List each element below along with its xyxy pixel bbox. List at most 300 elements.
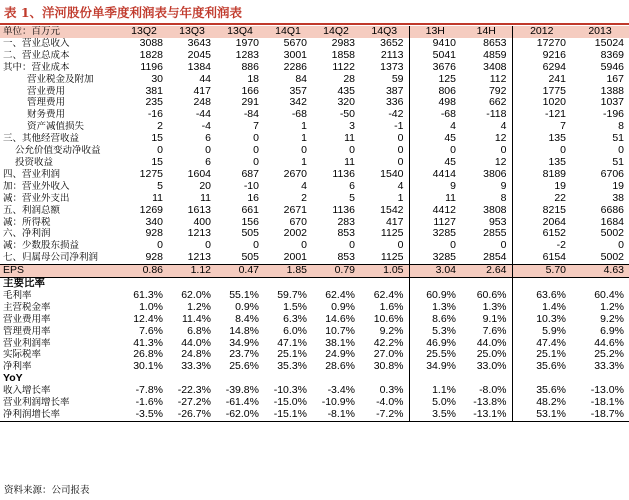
column-header: 14Q2 [312, 26, 360, 38]
table-row [0, 145, 629, 157]
value-cell: 2286 [283, 61, 307, 73]
value-cell: 0 [349, 240, 355, 252]
value-cell: -62.0% [216, 409, 264, 421]
value-cell: -50 [339, 109, 355, 121]
value-cell: -18.7% [571, 409, 629, 421]
value-cell: -4.0% [376, 397, 404, 409]
value-cell: 44.0% [476, 337, 507, 349]
row-label: 加：营业外收入 [3, 180, 70, 192]
value-cell: 24.8% [181, 349, 211, 361]
value-cell: 0.9% [235, 301, 259, 313]
value-cell: 291 [241, 97, 259, 109]
column-header: 13H [409, 26, 461, 38]
empty-cell [216, 373, 264, 385]
ratio-row [0, 314, 629, 326]
row-label: 减：营业外支出 [3, 192, 70, 204]
value-cell: 1.0% [139, 301, 163, 313]
value-cell: 45 [409, 133, 461, 145]
value-cell: 2670 [283, 168, 307, 180]
value-cell: 0 [397, 156, 404, 168]
value-cell: 10.3% [512, 314, 571, 326]
value-cell: 853 [337, 252, 355, 264]
column-header: 2013 [571, 26, 629, 38]
value-cell: 14.8% [229, 325, 259, 337]
value-cell: -39.8% [225, 385, 259, 397]
value-cell: 8653 [483, 37, 507, 49]
value-cell: 8.4% [235, 313, 259, 325]
value-cell: 9 [500, 180, 507, 192]
value-cell: -68 [291, 109, 307, 121]
value-cell: 26.8% [133, 349, 163, 361]
value-cell: -10.9% [321, 397, 355, 409]
value-cell: 0 [205, 240, 211, 252]
value-cell: 0.79 [312, 265, 360, 278]
empty-cell [312, 373, 360, 385]
value-cell: 1213 [187, 228, 211, 240]
row-label: 营业费用 [27, 85, 66, 97]
value-cell: 417 [193, 85, 211, 97]
value-cell: 42.2% [373, 337, 404, 349]
value-cell: 11 [344, 133, 355, 145]
yoy-row [0, 409, 629, 421]
value-cell: 0 [157, 145, 163, 157]
value-cell: 1 [301, 133, 307, 145]
value-cell: -2 [512, 240, 571, 252]
value-cell: 15 [151, 133, 163, 145]
value-cell: 1196 [140, 61, 163, 73]
value-cell: 0 [301, 145, 307, 157]
table-row [0, 240, 629, 252]
value-cell: 16 [247, 192, 259, 204]
value-cell: 62.0% [181, 289, 211, 301]
value-cell: 1136 [332, 204, 355, 216]
value-cell: 1388 [600, 85, 624, 97]
value-cell: 1 [397, 192, 404, 204]
row-label: 营业税金及附加 [27, 73, 94, 85]
value-cell: 46.9% [409, 338, 461, 350]
value-cell: 2983 [331, 37, 355, 49]
value-cell: 3 [349, 121, 355, 133]
value-cell: -84 [243, 109, 259, 121]
value-cell: 3676 [409, 62, 461, 74]
table-row [0, 205, 629, 217]
value-cell: 0.3% [379, 385, 404, 397]
value-cell: 1020 [512, 97, 571, 109]
value-cell: 30.1% [133, 361, 163, 373]
value-cell: 1.1% [409, 385, 461, 397]
row-label: 净利润增长率 [0, 409, 120, 421]
row-label: 营业利润增长率 [3, 397, 70, 409]
value-cell: 9.1% [482, 313, 507, 325]
value-cell: 1 [301, 156, 307, 168]
value-cell: 19 [512, 181, 571, 193]
value-cell: 14.6% [325, 313, 355, 325]
empty-cell [120, 278, 168, 290]
value-cell: 12 [494, 156, 507, 168]
table-body [0, 26, 629, 421]
value-cell: -16 [147, 109, 163, 121]
value-cell: 6154 [512, 252, 571, 264]
value-cell: 9 [409, 181, 461, 193]
value-cell: 47.1% [277, 337, 307, 349]
value-cell: 9410 [409, 38, 461, 50]
empty-cell [409, 278, 461, 290]
row-label: 管理费用 [27, 97, 66, 109]
value-cell: 4412 [409, 205, 461, 217]
value-cell: 7.6% [139, 325, 163, 337]
value-cell: 167 [606, 73, 624, 85]
value-cell: 928 [145, 252, 163, 264]
value-cell: 806 [409, 86, 461, 98]
value-cell: 1.6% [379, 301, 404, 313]
value-cell: 51 [612, 156, 624, 168]
row-label: 净利率 [3, 361, 32, 373]
value-cell: 51 [612, 133, 624, 145]
value-cell: 4414 [409, 169, 461, 181]
yoy-row [0, 397, 629, 409]
value-cell: 2855 [483, 228, 507, 240]
value-cell: 27.0% [373, 349, 404, 361]
value-cell: -8.1% [312, 409, 360, 421]
empty-cell [120, 373, 168, 385]
value-cell: 0 [409, 145, 461, 157]
row-label: 营业利润率 [3, 337, 51, 349]
ratio-row [0, 326, 629, 338]
value-cell: 0 [397, 145, 404, 157]
value-cell: 241 [512, 74, 571, 86]
value-cell: 1136 [332, 168, 355, 180]
value-cell: 8369 [600, 49, 624, 61]
value-cell: 25.6% [229, 361, 259, 373]
value-cell: 7 [253, 121, 259, 133]
value-cell: 41.3% [133, 337, 163, 349]
row-label: 六、净利润 [3, 228, 51, 240]
title-rule [0, 23, 629, 25]
row-label: 二、营业总成本 [3, 49, 70, 61]
yoy-section-row [0, 373, 629, 385]
value-cell: 15 [151, 156, 163, 168]
value-cell: 0 [512, 145, 571, 157]
value-cell: 3808 [483, 204, 507, 216]
value-cell: 6.9% [600, 325, 624, 337]
value-cell: 34.9% [409, 361, 461, 373]
value-cell: 1540 [380, 168, 404, 180]
table-row [0, 252, 629, 264]
table-row [0, 50, 629, 62]
value-cell: 953 [488, 216, 507, 228]
value-cell: 23.7% [229, 349, 259, 361]
value-cell: 10.6% [373, 313, 404, 325]
value-cell: 1684 [600, 216, 624, 228]
header-row [0, 26, 629, 38]
value-cell: 4 [409, 121, 461, 133]
value-cell: 3652 [380, 37, 404, 49]
row-label: 投资收益 [15, 156, 54, 168]
value-cell: 19 [612, 180, 624, 192]
value-cell: 336 [385, 97, 404, 109]
table-row [0, 133, 629, 145]
row-label: 资产减值损失 [27, 121, 85, 133]
value-cell: 5.3% [409, 326, 461, 338]
value-cell: 3806 [483, 168, 507, 180]
value-cell: 283 [337, 216, 355, 228]
table-row [0, 62, 629, 74]
value-cell: -15.0% [273, 397, 307, 409]
value-cell: 112 [489, 73, 507, 85]
value-cell: 12.4% [133, 313, 163, 325]
value-cell: 44.0% [181, 337, 211, 349]
column-header: 14H [461, 26, 512, 38]
row-label: EPS [0, 265, 120, 278]
value-cell: 11 [409, 193, 461, 205]
value-cell: -42 [388, 109, 404, 121]
value-cell: 6 [349, 180, 355, 192]
value-cell: 8 [500, 192, 507, 204]
table-title: 表 1、洋河股份单季度利润表与年度利润表 [4, 5, 243, 20]
value-cell: 662 [488, 97, 507, 109]
empty-cell [168, 278, 216, 290]
value-cell: 28.6% [325, 361, 355, 373]
value-cell: 7.6% [482, 325, 507, 337]
value-cell: 84 [295, 73, 307, 85]
value-cell: -61.4% [225, 397, 259, 409]
value-cell: 25.2% [594, 349, 624, 361]
value-cell: -13.0% [590, 385, 624, 397]
value-cell: 5946 [600, 61, 624, 73]
empty-cell [216, 278, 264, 290]
value-cell: 3088 [139, 37, 163, 49]
table-row [0, 121, 629, 133]
value-cell: -18.1% [590, 397, 624, 409]
value-cell: 0 [397, 133, 404, 145]
value-cell: 35.3% [277, 361, 307, 373]
value-cell: 1373 [380, 61, 404, 73]
column-header: 13Q3 [168, 26, 216, 38]
empty-cell [409, 373, 461, 385]
value-cell: 44 [199, 73, 211, 85]
value-cell: -7.8% [135, 385, 163, 397]
value-cell: 7 [512, 121, 571, 133]
value-cell: 11 [344, 156, 355, 168]
value-cell: 1 [301, 121, 307, 133]
yoy-row [0, 385, 629, 397]
value-cell: 498 [409, 97, 461, 109]
value-cell: 505 [241, 252, 259, 264]
value-cell: 1970 [235, 37, 259, 49]
value-cell: 0 [500, 240, 507, 252]
value-cell: 3643 [187, 37, 211, 49]
value-cell: 357 [289, 85, 307, 97]
value-cell: 0 [500, 145, 507, 157]
value-cell: 63.6% [512, 290, 571, 302]
value-cell: 62.4% [325, 289, 355, 301]
value-cell: 135 [512, 157, 571, 169]
value-cell: 0 [157, 240, 163, 252]
section-label: YoY [3, 373, 23, 385]
value-cell: 24.9% [325, 349, 355, 361]
value-cell: 25.1% [277, 349, 307, 361]
value-cell: 2 [301, 192, 307, 204]
value-cell: 6 [205, 133, 211, 145]
value-cell: 8215 [512, 205, 571, 217]
value-cell: 59.7% [277, 289, 307, 301]
value-cell: 0.86 [120, 265, 168, 278]
value-cell: 435 [337, 85, 355, 97]
value-cell: 38 [612, 192, 624, 204]
value-cell: 2.64 [461, 265, 512, 278]
value-cell: 12 [494, 133, 507, 145]
ratio-row [0, 349, 629, 361]
value-cell: 9.2% [600, 313, 624, 325]
value-cell: 2854 [483, 252, 507, 264]
value-cell: 3408 [483, 61, 507, 73]
value-cell: 33.0% [476, 361, 507, 373]
table-row [0, 228, 629, 240]
value-cell: 0 [205, 145, 211, 157]
column-header: 13Q4 [216, 26, 264, 38]
value-cell: 15024 [594, 37, 624, 49]
value-cell: 1775 [512, 86, 571, 98]
value-cell: 5002 [600, 252, 624, 264]
value-cell: 0 [409, 240, 461, 252]
value-cell: 2113 [380, 49, 404, 61]
value-cell: 1.85 [264, 265, 312, 278]
value-cell: 1.2% [600, 301, 624, 313]
row-label: 公允价值变动净收益 [15, 145, 101, 157]
value-cell: 25.5% [409, 349, 461, 361]
value-cell: 1127 [409, 217, 461, 229]
value-cell: -1 [394, 121, 404, 133]
value-cell: -10 [243, 180, 259, 192]
value-cell: 0 [253, 145, 259, 157]
row-label: 五、利润总额 [3, 204, 61, 216]
value-cell: -118 [486, 109, 507, 121]
value-cell: 4 [301, 180, 307, 192]
table-row [0, 97, 629, 109]
empty-cell [461, 278, 512, 290]
row-label: 收入增长率 [3, 385, 51, 397]
value-cell: 1275 [139, 168, 163, 180]
value-cell: -44 [195, 109, 211, 121]
table-row [0, 193, 629, 205]
value-cell: 4 [500, 121, 507, 133]
value-cell: 5 [349, 192, 355, 204]
value-cell: 1542 [380, 204, 404, 216]
value-cell: -15.1% [264, 409, 312, 421]
value-cell: 0 [618, 145, 624, 157]
value-cell: 3285 [409, 252, 461, 264]
table-row [0, 74, 629, 86]
row-label: 毛利率 [3, 289, 32, 301]
value-cell: 886 [241, 61, 259, 73]
value-cell: 5 [157, 180, 163, 192]
value-cell: 1858 [331, 49, 355, 61]
row-label: 其中：营业成本 [3, 61, 70, 73]
empty-cell [461, 373, 512, 385]
row-label: 财务费用 [27, 109, 66, 121]
value-cell: -4 [201, 121, 211, 133]
value-cell: 60.4% [594, 289, 624, 301]
value-cell: 1.3% [409, 302, 461, 314]
value-cell: 30 [151, 73, 163, 85]
value-cell: 53.1% [512, 409, 571, 421]
ratio-row [0, 338, 629, 350]
empty-cell [360, 278, 409, 290]
value-cell: -13.8% [473, 397, 507, 409]
value-cell: -10.3% [273, 385, 307, 397]
value-cell: 1.4% [512, 302, 571, 314]
value-cell: 1037 [600, 97, 624, 109]
value-cell: -68 [409, 109, 461, 121]
value-cell: 6.8% [187, 325, 211, 337]
value-cell: 1384 [187, 61, 211, 73]
empty-cell [264, 278, 312, 290]
column-header: 14Q1 [264, 26, 312, 38]
column-header: 2012 [512, 26, 571, 38]
empty-cell [512, 278, 571, 290]
section-label: 主要比率 [3, 277, 45, 290]
value-cell: 1125 [380, 252, 404, 264]
ratios-section-row [0, 278, 629, 290]
income-statement-table [0, 26, 629, 422]
value-cell: 1122 [332, 61, 355, 73]
value-cell: 0 [618, 240, 624, 252]
value-cell: -22.3% [177, 385, 211, 397]
value-cell: 928 [145, 228, 163, 240]
ratio-row [0, 302, 629, 314]
row-label: 管理费用率 [3, 325, 51, 337]
value-cell: 60.6% [476, 289, 507, 301]
column-header: 14Q3 [360, 26, 409, 38]
value-cell: 235 [145, 97, 163, 109]
value-cell: 44.6% [594, 337, 624, 349]
value-cell: 248 [193, 97, 211, 109]
empty-cell [312, 278, 360, 290]
row-label: 三、其他经营收益 [3, 133, 80, 145]
row-label: 七、归属母公司净利润 [3, 252, 99, 264]
value-cell: 125 [409, 74, 461, 86]
value-cell: 0.9% [331, 301, 355, 313]
value-cell: 6294 [512, 62, 571, 74]
value-cell: 0 [397, 240, 404, 252]
value-cell: 687 [241, 168, 259, 180]
value-cell: 4859 [483, 49, 507, 61]
value-cell: 381 [145, 85, 163, 97]
value-cell: 792 [488, 85, 507, 97]
value-cell: 2045 [187, 49, 211, 61]
value-cell: 1283 [235, 49, 259, 61]
value-cell: 0 [253, 133, 259, 145]
value-cell: 62.4% [373, 289, 404, 301]
table-row [0, 157, 629, 169]
value-cell: 8189 [512, 169, 571, 181]
table-row [0, 169, 629, 181]
value-cell: 0 [253, 240, 259, 252]
value-cell: 3.5% [409, 409, 461, 421]
value-cell: 135 [512, 133, 571, 145]
value-cell: 9.2% [379, 325, 404, 337]
value-cell: 5.9% [512, 326, 571, 338]
value-cell: 28 [343, 73, 355, 85]
value-cell: 35.6% [512, 385, 571, 397]
source-note: 资料来源：公司报表 [4, 485, 90, 496]
value-cell: 166 [241, 85, 259, 97]
table-row [0, 181, 629, 193]
value-cell: 8 [618, 121, 624, 133]
empty-cell [360, 373, 409, 385]
ratio-row [0, 361, 629, 373]
value-cell: 6.3% [283, 313, 307, 325]
